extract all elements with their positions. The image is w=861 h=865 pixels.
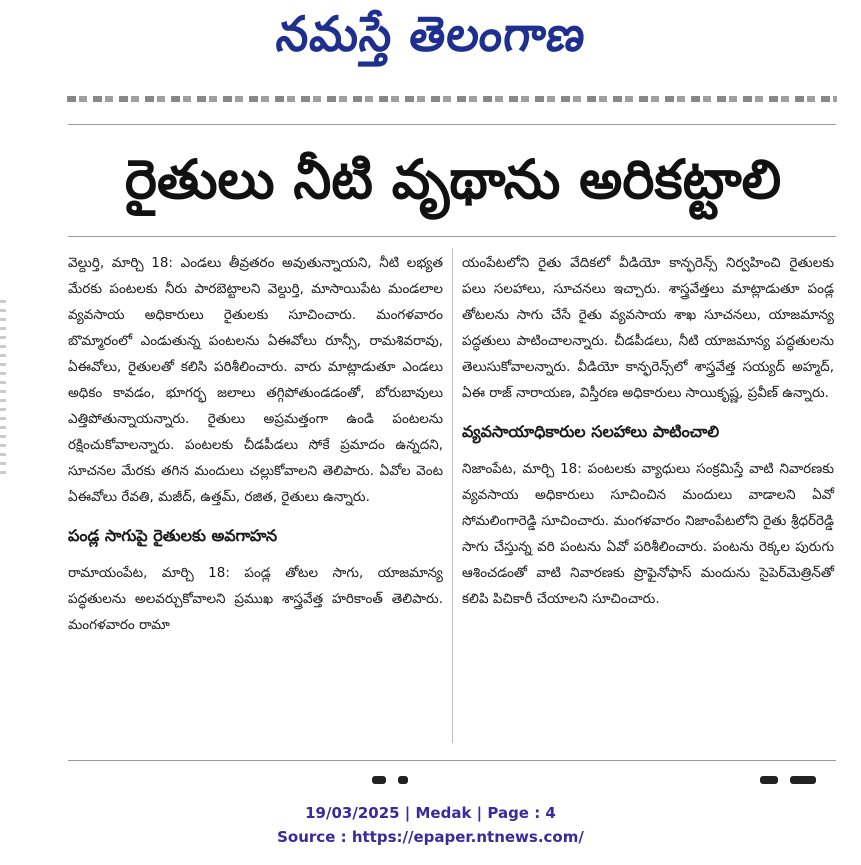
column-divider xyxy=(452,248,453,743)
right-paragraph-1: యంపేటలోని రైతు వేదికలో వీడియో కాన్ఫరెన్స్ నిర్వహించి రైతులకు పలు సలహాలు, సూచనలు ఇచ్చారు. శాస్త్రవేత్తలు మాట్లాడుతూ పండ్ల తోటలను సాగు చేసే రైతు వ్యవసాయ శాఖ సూచనలు, యాజమాన్య పద్ధతులు పాటించాలన్నారు. చీడపీడలు, నీటి యాజమాన్య పద్ధతులను తెలుసుకోవాలన్నారు. వీడియో కాన్ఫరెన్స్‌లో శాస్త్రవేత్త సయ్యద్ అహ్మద్, ఏఈ రాజ్ నారాయణ, విస్తీరణ అధికారులు సాయికృష్ణ, ప్రవీణ్ ఉన్నారు. xyxy=(462,255,834,401)
left-paragraph-2: రామాయంపేట, మార్చి 18: పండ్ల తోటల సాగు, యాజమాన్య పద్ధతులను అలవర్చుకోవాలని ప్రముఖ శాస్త్రవేత్త హరికాంత్ తెలిపారు. మంగళవారం రామా xyxy=(68,565,443,633)
article-left-column xyxy=(68,250,443,638)
left-subheading: పండ్ల సాగుపై రైతులకు అవగాహన xyxy=(68,526,278,545)
right-subheading: వ్యవసాయాధికారుల సలహాలు పాటించాలి xyxy=(462,422,720,441)
divider-bottom xyxy=(68,760,836,761)
article-right-column xyxy=(462,250,834,612)
masthead-title: నమస్తే తెలంగాణ xyxy=(273,5,589,63)
footer-date-edition: 19/03/2025 | Medak | Page : 4 xyxy=(305,804,556,822)
cropped-left-edge xyxy=(0,300,6,480)
footer-source: Source : https://epaper.ntnews.com/ xyxy=(277,828,584,846)
left-paragraph-1: వెల్దుర్తి, మార్చి 18: ఎండలు తీవ్రతరం అవుతున్నాయని, నీటి లభ్యత మేరకు పంటలకు నీరు పారబెట్టాలని వెల్దుర్తి, మాసాయిపేట మండలాల వ్యవసాయ అధికారులు రైతులకు సూచించారు. మంగళవారం బొమ్మారంలో ఎండుతున్న పంటలను ఏఈవోలు రూన్సీ, రామశివరావు, ఏఈవోలు, రైతులతో కలిసి పరిశీలించారు. వారు మాట్లాడుతూ ఎండలు అధికం కావడం, భూగర్భ జలాలు తగ్గిపోతుండడంతో, బోరుబావులు ఎత్తిపోతున్నాయన్నారు. రైతులు అప్రమత్తంగా ఉండి పంటలను రక్షించుకోవాలన్నారు. పంటలకు చీడపీడలు సోకే ప్రమాదం ఉన్నదని, సూచనల మేరకు తగిన మందులు చల్లుకోవాలని తెలిపారు. ఏవోల వెంట ఏఈవోలు రేవతి, మజీద్, ఉత్తమ్, రజిత, రైతులు ఉన్నారు. xyxy=(68,255,443,505)
article-headline: రైతులు నీటి వృథాను అరికట్టాలి xyxy=(124,148,782,211)
cropped-next-article xyxy=(360,776,830,786)
divider-top xyxy=(68,124,836,125)
right-paragraph-2: నిజాంపేట, మార్చి 18: పంటలకు వ్యాధులు సంక్రమిస్తే వాటి నివారణకు వ్యవసాయ అధికారులు సూచించిన మందులు వాడాలని ఏవో సోమలింగారెడ్డి సూచించారు. మంగళవారం నిజాంపేటలోని రైతు శ్రీధర్‌రెడ్డి సాగు చేస్తున్న వరి పంటను ఏవో పరిశీలించారు. పంటను రెక్కల పురుగు ఆశించడంతో వాటి నివారణకు ప్రొఫైనోఫాస్ మందును సైపెర్‌మెత్రిన్‌తో కలిపి పిచికారీ చేయాలని సూచించారు. xyxy=(462,461,834,607)
cropped-text-strip xyxy=(67,92,837,106)
divider-under-headline xyxy=(68,236,836,237)
newspaper-masthead xyxy=(0,0,861,80)
